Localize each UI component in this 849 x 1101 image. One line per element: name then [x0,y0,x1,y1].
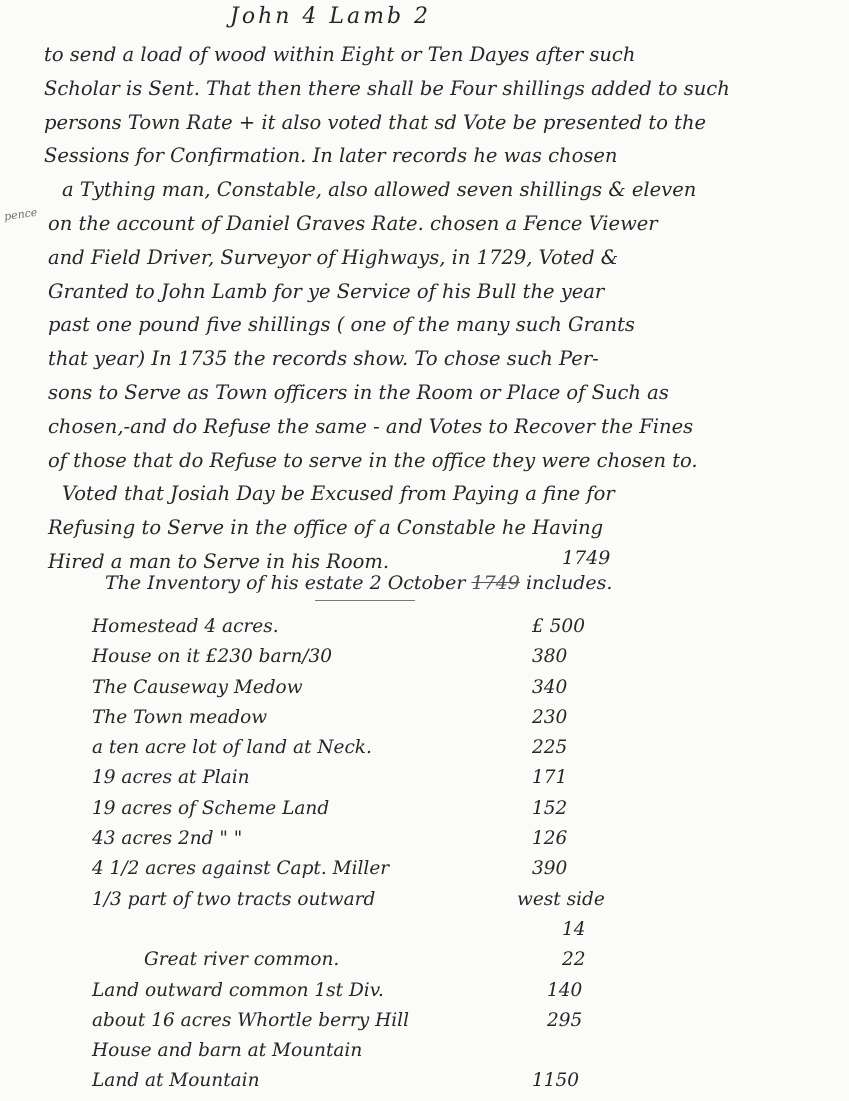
inventory-row [92,737,652,767]
inventory-heading-end: includes. [525,572,613,594]
inventory-item: about 16 acres Whortle berry Hill [92,1009,410,1031]
inventory-row [92,889,652,919]
text-line: Refusing to Serve in the office of a Constable he Having [48,516,604,540]
inventory-row [92,707,652,737]
text-line: Granted to John Lamb for ye Service of his Bull the year [48,279,605,303]
inventory-heading [105,572,612,594]
text-line: past one pound five shillings ( one of the many such Grants [48,313,635,337]
inventory-item: The Causeway Medow [92,676,303,698]
inventory-year-struck: 1749 [471,572,520,594]
inventory-value: west side [517,888,605,910]
inventory-value: £ 500 [532,616,585,637]
text-line: chosen,-and do Refuse the same - and Votes to Recover the Fines [48,414,694,438]
inventory-item: a ten acre lot of land at Neck. [92,737,372,759]
inventory-row [92,646,652,676]
text-line: that year) In 1735 the records show. To chose such Per- [48,347,599,371]
inventory-value: 295 [547,1009,583,1031]
margin-note: pence [3,205,39,224]
inventory-row [92,858,652,888]
inventory-row [92,616,652,646]
inventory-row [92,1010,652,1040]
inventory-heading-text: The Inventory of his estate 2 October [105,572,466,594]
inventory-item: Land at Mountain [92,1070,260,1092]
inventory-value: 230 [532,706,568,728]
text-line: a Tything man, Constable, also allowed seven shillings & eleven [62,178,697,202]
inventory-value: 171 [532,767,568,789]
text-line: Hired a man to Serve in his Room. [48,549,390,573]
inventory-list [92,616,652,1101]
inventory-item: Homestead 4 acres. [92,616,279,637]
inventory-value: 152 [532,797,568,819]
inventory-item: Land outward common 1st Div. [92,979,384,1001]
inventory-item: The Town meadow [92,706,268,728]
inventory-value: 390 [532,858,568,880]
inventory-item: 19 acres of Scheme Land [92,797,330,819]
text-line: to send a load of wood within Eight or Ten Dayes after such [44,43,636,66]
text-line: of those that do Refuse to serve in the office they were chosen to. [48,448,698,472]
inventory-row [92,828,652,858]
body-paragraph [44,38,834,579]
inventory-row [92,919,652,949]
inventory-row [92,1040,652,1070]
inventory-item: Great river common. [144,949,340,971]
text-line: Scholar is Sent. That then there shall be Four shillings added to such [44,76,730,100]
inventory-item: 43 acres 2nd " " [92,828,243,850]
text-line: Sessions for Confirmation. In later records he was chosen [44,144,618,168]
inventory-item: House on it £230 barn/30 [92,646,333,668]
inventory-row [92,1070,652,1100]
inventory-item: 1/3 part of two tracts outward [92,888,376,910]
inventory-row [92,677,652,707]
inventory-row [92,798,652,828]
inventory-value: 140 [547,979,583,1001]
inventory-item: 19 acres at Plain [92,767,250,789]
inventory-value: 126 [532,828,568,850]
underline-rule [315,600,415,601]
text-line: persons Town Rate + it also voted that sd Vote be presented to the [44,110,707,134]
text-line: and Field Driver, Surveyor of Highways, in 1729, Voted & [48,245,619,269]
inventory-year: 1749 [562,547,611,569]
page-title: John 4 Lamb 2 [230,4,432,29]
text-line: sons to Serve as Town officers in the Room or Place of Such as [48,380,669,404]
text-line: on the account of Daniel Graves Rate. chosen a Fence Viewer [48,211,658,235]
inventory-row [92,949,652,979]
inventory-row [92,767,652,797]
inventory-value: 22 [562,949,586,971]
inventory-item: House and barn at Mountain [92,1040,363,1062]
inventory-value: 225 [532,737,568,759]
inventory-value: 340 [532,676,568,698]
text-line: Voted that Josiah Day be Excused from Paying a fine for [62,482,615,506]
inventory-row [92,980,652,1010]
inventory-value: 1150 [532,1070,580,1092]
inventory-value: 380 [532,646,568,668]
inventory-item: 4 1/2 acres against Capt. Miller [92,858,390,880]
inventory-value: 14 [562,918,586,940]
